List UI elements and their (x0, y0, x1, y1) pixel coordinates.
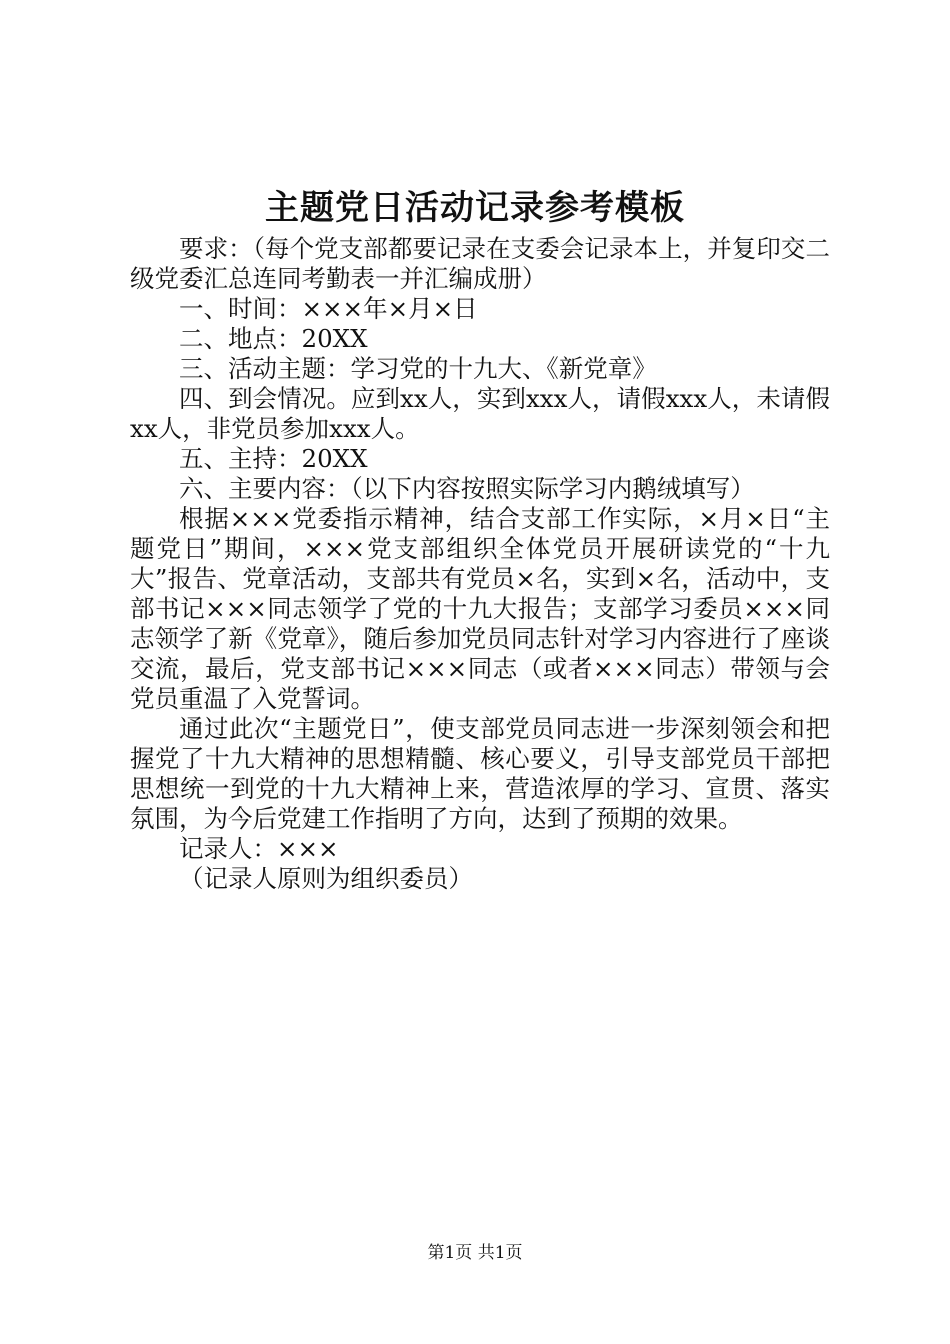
recorder-note: （记录人原则为组织委员） (179, 864, 473, 893)
theme-line: 三、活动主题：学习党的十九大、《新党章》 (179, 354, 657, 383)
host-line: 五、主持：20XX (179, 444, 368, 473)
document-body (130, 234, 830, 894)
content-paragraph: 根据×××党委指示精神，结合支部工作实际，×月×日“主题党日”期间，×××党支部组织全体党员开展研读党的“十九大”报告、党章活动，支部共有党员×名，实到×名，活动中，支部书记×××同志领学了党的十九大报告；支部学习委员×××同志领学了新《党章》，随后参加党员同志针对学习内容进行了座谈交流，最后，党支部书记×××同志（或者×××同志）带领与会党员重温了入党誓词。 (130, 504, 830, 713)
location-line: 二、地点：20XX (179, 324, 368, 353)
page-footer: 第1页 共1页 (427, 1243, 523, 1263)
attendance-paragraph: 四、到会情况。应到xx人，实到xxx人，请假xxx人，未请假xx人，非党员参加xxx人。 (130, 384, 830, 443)
main-content-heading: 六、主要内容：（以下内容按照实际学习内鹅绒填写） (179, 474, 755, 503)
result-paragraph: 通过此次“主题党日”，使支部党员同志进一步深刻领会和把握党了十九大精神的思想精髓、核心要义，引导支部党员干部把思想统一到党的十九大精神上来，营造浓厚的学习、宣贯、落实氛围，为今后党建工作指明了方向，达到了预期的效果。 (130, 714, 830, 833)
time-line: 一、时间：×××年×月×日 (179, 294, 478, 323)
requirement-paragraph: 要求：（每个党支部都要记录在支委会记录本上，并复印交二级党委汇总连同考勤表一并汇编成册） (130, 234, 830, 293)
document-title: 主题党日活动记录参考模板 (265, 188, 685, 228)
recorder-line: 记录人：××× (179, 834, 339, 863)
